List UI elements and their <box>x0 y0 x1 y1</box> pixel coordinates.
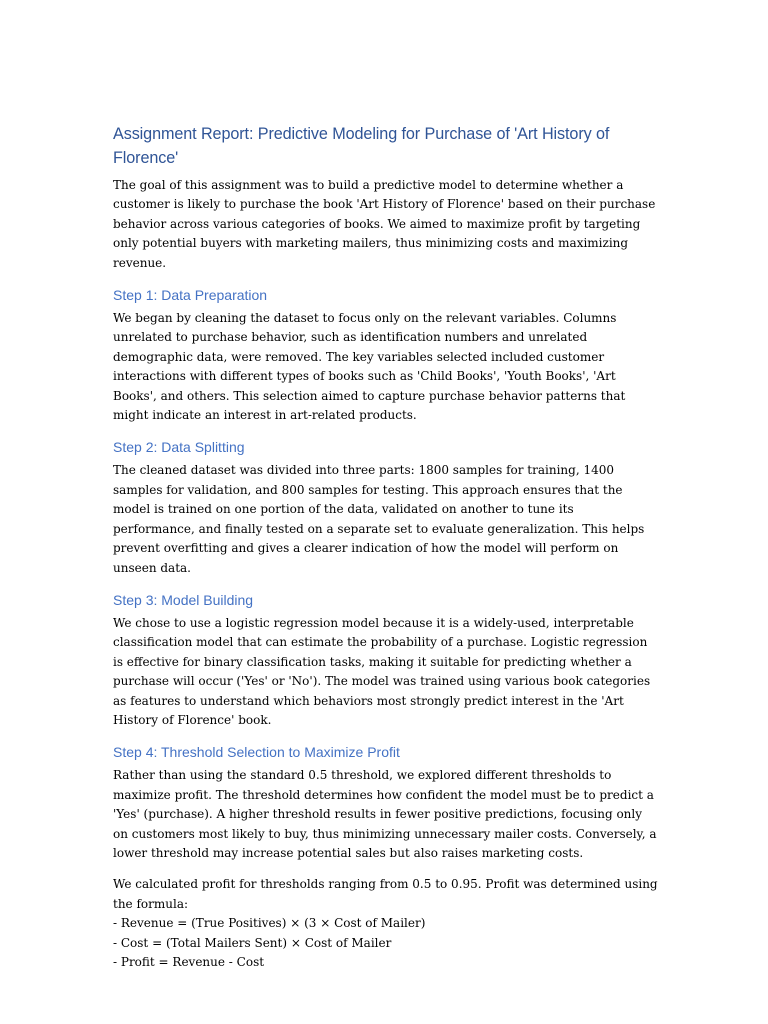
section-heading-step-1: Step 1: Data Preparation <box>113 287 268 304</box>
section-paragraph-step-2: The cleaned dataset was divided into three parts: 1800 samples for training, 1400 samples for validation, and 800 samples for testing. This approach ensures that the model is trained on one portion of the data, validated on another to tune its performance, and finally tested on a separate set to evaluate generalization. This helps prevent overfitting and gives a clearer indication of how the model will perform on unseen data. <box>113 463 645 575</box>
document-page <box>113 122 658 972</box>
formula-profit: - Profit = Revenue - Cost <box>113 955 265 969</box>
section-heading-step-2: Step 2: Data Splitting <box>113 439 245 456</box>
section-paragraph-step-3: We chose to use a logistic regression model because it is a widely-used, interpretable classification model that can estimate the probability of a purchase. Logistic regression is effective for binary classification tasks, making it suitable for predicting whether a purchase will occur ('Yes' or 'No'). The model was trained using various book categories as features to understand which behaviors most strongly predict interest in the 'Art History of Florence' book. <box>113 615 651 727</box>
section-paragraph-step-1: We began by cleaning the dataset to focus only on the relevant variables. Columns unrelated to purchase behavior, such as identification numbers and unrelated demographic data, were removed. The key variables selected included customer interactions with different types of books such as 'Child Books', 'Youth Books', 'Art Books', and others. This selection aimed to capture purchase behavior patterns that might indicate an interest in art-related products. <box>113 311 626 423</box>
intro-paragraph: The goal of this assignment was to build a predictive model to determine whether a customer is likely to purchase the book 'Art History of Florence' based on their purchase behavior across various categories of books. We aimed to maximize profit by targeting only potential buyers with marketing mailers, thus minimizing costs and maximizing revenue. <box>113 178 656 270</box>
formula-cost: - Cost = (Total Mailers Sent) × Cost of Mailer <box>113 935 392 950</box>
document-title: Assignment Report: Predictive Modeling for Purchase of 'Art History of Florence' <box>113 125 610 167</box>
formula-revenue: - Revenue = (True Positives) × (3 × Cost of Mailer) <box>113 916 426 931</box>
profit-formula-block <box>113 875 658 972</box>
section-heading-step-4: Step 4: Threshold Selection to Maximize Profit <box>113 744 400 761</box>
profit-intro: We calculated profit for thresholds ranging from 0.5 to 0.95. Profit was determined using the formula: <box>113 877 658 911</box>
section-paragraph-step-4: Rather than using the standard 0.5 threshold, we explored different thresholds to maximize profit. The threshold determines how confident the model must be to predict a 'Yes' (purchase). A higher threshold results in fewer positive predictions, focusing only on customers most likely to buy, thus minimizing unnecessary mailer costs. Conversely, a lower threshold may increase potential sales but also raises marketing costs. <box>113 768 657 860</box>
section-heading-step-3: Step 3: Model Building <box>113 591 254 608</box>
